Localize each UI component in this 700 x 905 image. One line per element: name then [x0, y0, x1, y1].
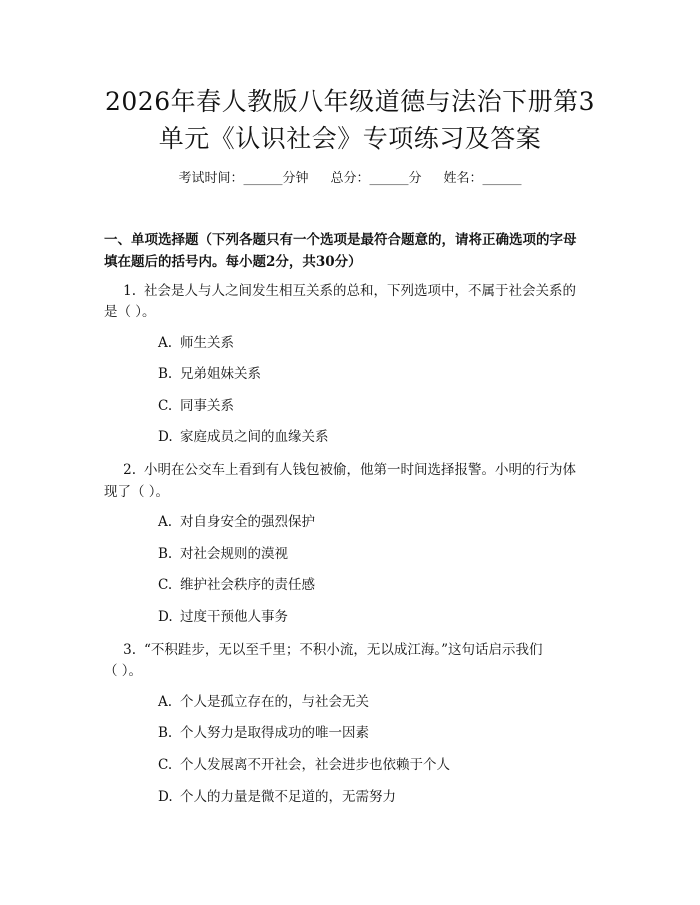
question-3-option-c [158, 755, 450, 775]
student-name-field: 姓名：______ [443, 171, 522, 186]
option-text: 对自身安全的强烈保护 [180, 514, 315, 530]
option-letter: C. [158, 398, 173, 414]
option-letter: D. [158, 609, 173, 625]
option-text: 兄弟姐妹关系 [180, 366, 261, 382]
option-text: 同事关系 [180, 398, 234, 414]
option-letter: B. [158, 546, 173, 562]
section-heading-line-1: 一、单项选择题（下列各题只有一个选项是最符合题意的，请将正确选项的字母 [104, 232, 577, 248]
option-letter: A. [158, 335, 173, 351]
total-score-field: 总分：______分 [330, 171, 422, 186]
question-3-line-1 [104, 640, 604, 660]
option-text: 个人是孤立存在的，与社会无关 [180, 694, 369, 710]
document-title-line-2: 单元《认识社会》专项练习及答案 [158, 124, 542, 153]
question-2-line-1 [104, 460, 604, 480]
option-letter: A. [158, 514, 173, 530]
exam-meta [0, 170, 700, 188]
option-text: 个人发展离不开社会，社会进步也依赖于个人 [180, 757, 450, 773]
option-text: 家庭成员之间的血缘关系 [180, 429, 329, 445]
question-3-line-2: （ ）。 [104, 663, 143, 679]
question-2-option-d [158, 607, 288, 627]
document-title-line-1: 2026年春人教版八年级道德与法治下册第3 [104, 87, 596, 116]
question-1-line-1 [104, 281, 604, 301]
question-1-option-c [158, 396, 234, 416]
section-heading-line-2: 填在题后的括号内。每小题2分，共30分） [104, 254, 362, 270]
question-2-number: 2. [123, 462, 136, 478]
question-1-line-2: 是（ ）。 [104, 304, 156, 320]
question-3-text: “不积跬步，无以至千里；不积小流，无以成江海。”这句话启示我们 [144, 642, 543, 658]
option-letter: C. [158, 757, 173, 773]
question-1-text: 社会是人与人之间发生相互关系的总和，下列选项中，不属于社会关系的 [144, 283, 576, 299]
question-2-text: 小明在公交车上看到有人钱包被偷，他第一时间选择报警。小明的行为体 [144, 462, 576, 478]
option-letter: B. [158, 366, 173, 382]
option-letter: D. [158, 429, 173, 445]
question-1-option-a [158, 333, 234, 353]
question-2-line-2: 现了（ ）。 [104, 484, 170, 500]
question-2-option-a [158, 512, 315, 532]
option-text: 个人努力是取得成功的唯一因素 [180, 725, 369, 741]
exam-time-field: 考试时间：______分钟 [178, 171, 309, 186]
option-text: 维护社会秩序的责任感 [180, 577, 315, 593]
option-letter: D. [158, 789, 173, 805]
question-2-option-b [158, 544, 288, 564]
option-letter: A. [158, 694, 173, 710]
question-2-option-c [158, 575, 315, 595]
option-text: 个人的力量是微不足道的，无需努力 [180, 789, 396, 805]
option-letter: B. [158, 725, 173, 741]
question-3-option-b [158, 723, 369, 743]
option-text: 对社会规则的漠视 [180, 546, 288, 562]
question-1-option-b [158, 364, 261, 384]
option-letter: C. [158, 577, 173, 593]
question-1-option-d [158, 427, 329, 447]
option-text: 过度干预他人事务 [180, 609, 288, 625]
question-1-number: 1. [123, 283, 136, 299]
question-3-number: 3. [123, 642, 136, 658]
question-3-option-d [158, 787, 396, 807]
question-3-option-a [158, 692, 369, 712]
option-text: 师生关系 [180, 335, 234, 351]
